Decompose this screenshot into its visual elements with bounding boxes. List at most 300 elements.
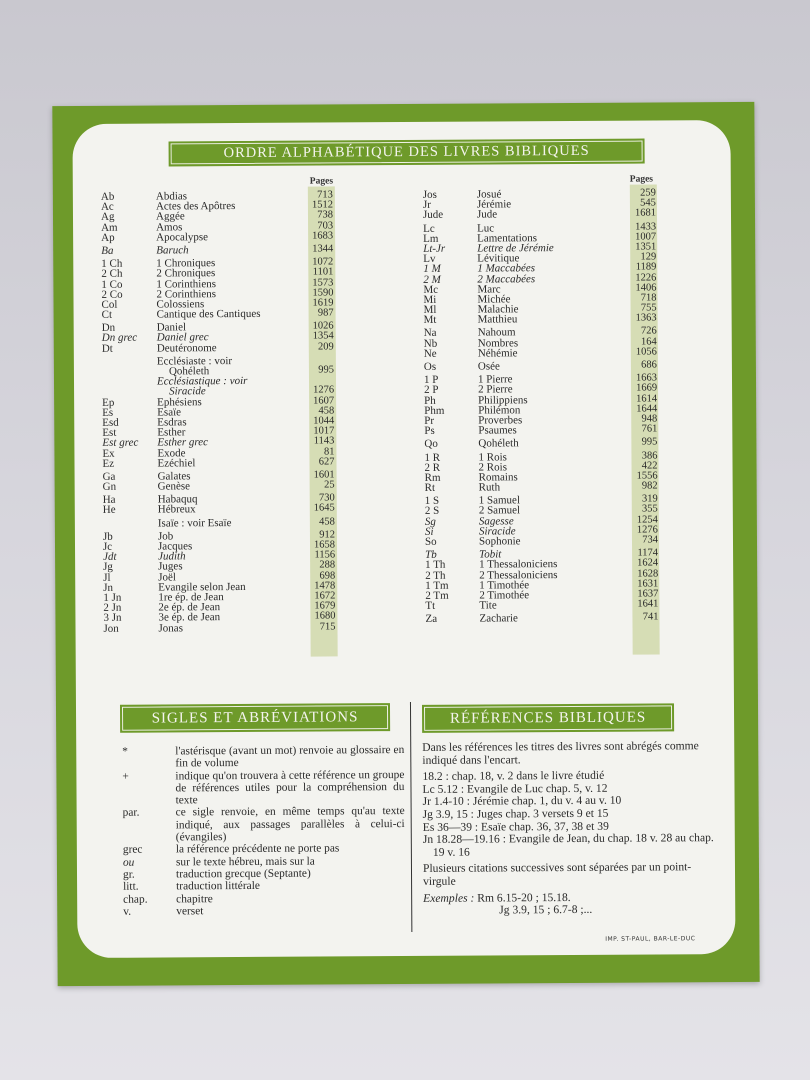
book-abbreviation: Jr: [422, 199, 431, 212]
book-page: 713: [317, 189, 333, 201]
book-abbreviation: Lc: [423, 222, 435, 235]
book-page: 686: [641, 359, 657, 371]
book-abbreviation: 1 Th: [425, 559, 446, 572]
book-abbreviation: Jg: [103, 561, 113, 574]
book-name: Josué: [476, 188, 502, 201]
book-page: 129: [640, 251, 657, 263]
book-page: 288: [319, 559, 336, 571]
book-row: [424, 347, 660, 359]
book-name: Nahoum: [477, 326, 516, 339]
book-name: 2 Maccabées: [477, 272, 536, 286]
book-name: Romains: [478, 471, 518, 484]
references-multi: Plusieurs citations successives sont séparées par un point-virgule: [422, 860, 692, 888]
book-abbreviation: Ag: [100, 211, 115, 224]
book-page: 912: [319, 529, 335, 541]
left-book-list: [101, 190, 340, 633]
book-name: 1 Timothée: [479, 578, 530, 592]
book-page: 1156: [314, 549, 336, 561]
sigle-text: indique qu'on trouvera à cette référence un groupe de références utiles pour la compréhension du texte: [175, 768, 405, 807]
book-row: [424, 425, 660, 437]
book-name: Néhémie: [477, 347, 518, 360]
book-row: [102, 457, 338, 469]
book-name: Lamentations: [477, 231, 538, 245]
book-name: Jonas: [158, 621, 183, 635]
book-page: 715: [319, 620, 336, 633]
book-name: 2e ép. de Jean: [158, 601, 221, 614]
book-abbreviation: Mi: [423, 293, 437, 306]
book-abbreviation: 2 Ch: [101, 268, 123, 281]
book-page: 1354: [312, 330, 334, 343]
book-name: Tite: [479, 599, 497, 612]
book-page: 761: [641, 423, 658, 435]
book-page: 1624: [637, 557, 659, 569]
sigle-symbol: chap.: [123, 893, 148, 906]
sigle-text: sur le texte hébreu, mais sur la: [175, 855, 315, 869]
book-name: Zacharie: [479, 612, 518, 625]
book-name: Daniel grec: [156, 331, 209, 344]
book-abbreviation: Dn grec: [101, 332, 138, 345]
book-page: 1143: [313, 435, 335, 447]
book-page: 1573: [312, 276, 334, 289]
book-page: 948: [641, 413, 658, 425]
book-name: Abdias: [155, 190, 188, 203]
sigle-text: chapitre: [176, 892, 213, 905]
book-abbreviation: 2 M: [423, 273, 441, 286]
book-name: Malachie: [477, 303, 519, 316]
sigles-banner: SIGLES ET ABRÉVIATIONS: [122, 705, 388, 731]
book-page: 741: [642, 611, 659, 623]
book-abbreviation: Rm: [424, 471, 441, 484]
book-page: 319: [641, 493, 658, 505]
book-row: [425, 600, 661, 612]
book-row: [424, 314, 660, 326]
book-abbreviation: Ex: [102, 447, 115, 460]
sigle-row: [123, 805, 405, 844]
book-page: 164: [640, 336, 657, 348]
book-name: Esther grec: [157, 436, 209, 449]
book-row: [423, 209, 659, 221]
book-page: 1254: [636, 514, 658, 526]
references-intro: Dans les références les titres des livres sont abrégés comme indiqué dans l'encart.: [422, 739, 699, 767]
book-name: Jacques: [157, 540, 193, 553]
book-name: Cantique des Cantiques: [156, 307, 261, 321]
book-name: Nombres: [477, 336, 519, 350]
book-abbreviation: Ap: [101, 231, 115, 244]
book-abbreviation: Mc: [423, 283, 439, 296]
book-page: 1607: [313, 394, 335, 407]
book-row: [103, 517, 339, 529]
exemples-label: Exemples :: [423, 891, 475, 905]
book-page: 25: [324, 479, 335, 491]
book-name: 2 Chroniques: [156, 267, 216, 280]
book-page: 1344: [312, 243, 334, 255]
book-page: 1478: [314, 580, 336, 592]
book-abbreviation: Lv: [423, 252, 436, 266]
book-abbreviation: Jl: [103, 571, 111, 584]
right-pages-header: Pages: [629, 174, 654, 185]
book-abbreviation: Os: [423, 360, 437, 373]
book-page: 1663: [635, 372, 658, 384]
book-name: Amos: [156, 220, 183, 234]
sigle-symbol: v.: [123, 905, 132, 918]
book-page: 1680: [314, 610, 336, 622]
book-abbreviation: 1 M: [423, 263, 441, 276]
book-name: Evangile selon Jean: [158, 580, 246, 594]
imprint: IMP. ST-PAUL, BAR-LE-DUC: [605, 935, 696, 943]
book-name: Joël: [158, 570, 176, 584]
book-page: 386: [641, 449, 658, 462]
book-abbreviation: Ne: [423, 347, 437, 360]
book-name: Lettre de Jérémie: [477, 242, 554, 255]
book-name: Osée: [477, 360, 500, 373]
book-page: 355: [642, 503, 658, 515]
book-name: Proverbes: [478, 414, 523, 427]
book-row: [425, 482, 661, 494]
book-page: 1628: [637, 568, 659, 580]
book-name: Habaquq: [157, 493, 198, 506]
sigle-text: traduction grecque (Septante): [175, 867, 311, 881]
book-row: [101, 231, 337, 243]
book-name: 3e ép. de Jean: [158, 611, 221, 624]
book-name: Siracide: [478, 525, 516, 538]
title-banner: ORDRE ALPHABÉTIQUE DES LIVRES BIBLIQUES: [171, 141, 643, 165]
book-abbreviation: Dn: [101, 322, 116, 335]
sigle-text: verset: [176, 905, 204, 918]
book-abbreviation: Phm: [424, 404, 445, 417]
sigle-row: [122, 744, 404, 770]
reference-example: Es 36—39 : Esaïe chap. 36, 37, 38 et 39: [422, 819, 609, 834]
book-abbreviation: 1 Jn: [103, 591, 122, 604]
book-abbreviation: Lm: [423, 232, 439, 245]
book-name: Luc: [477, 222, 495, 235]
book-page: 987: [317, 307, 334, 319]
book-abbreviation: Es: [102, 406, 114, 419]
book-row: [424, 360, 660, 372]
book-page: 1672: [314, 590, 336, 602]
book-abbreviation: Ga: [102, 470, 116, 483]
book-page: 1619: [312, 297, 334, 309]
exemple-1: Rm 6.15-20 ; 15.18.: [477, 890, 571, 905]
book-name: Ruth: [478, 481, 501, 494]
book-row: [103, 504, 339, 516]
book-name: Esaïe: [157, 406, 182, 419]
book-row: [424, 438, 660, 450]
book-page: 703: [317, 220, 334, 232]
book-name: 2 Rois: [478, 461, 508, 474]
book-page: 698: [319, 569, 336, 582]
book-name: Psaumes: [478, 424, 517, 437]
book-name: 1 Thessaloniciens: [479, 558, 558, 571]
book-name: Judith: [158, 550, 186, 563]
book-page: 1017: [313, 425, 335, 437]
book-page: 422: [641, 460, 658, 472]
book-abbreviation: Ph: [424, 394, 436, 407]
book-page: 458: [319, 516, 335, 528]
book-name: 2 Thessaloniciens: [479, 568, 558, 582]
book-name: Ephésiens: [157, 395, 202, 409]
book-name: Deutéronome: [156, 341, 217, 355]
book-abbreviation: Ct: [101, 308, 113, 321]
book-page: 995: [641, 436, 658, 448]
section-divider: [410, 702, 412, 932]
book-abbreviation: Ha: [102, 494, 116, 507]
book-abbreviation: 2 Tm: [425, 589, 449, 602]
book-name: Tobit: [479, 548, 502, 561]
sigle-row: [123, 904, 405, 918]
book-page: 734: [642, 534, 659, 546]
book-abbreviation: Za: [425, 613, 438, 626]
book-abbreviation: Am: [101, 221, 118, 234]
book-page: 1363: [635, 312, 657, 324]
book-name: Ezéchiel: [157, 456, 196, 470]
book-name: Colossiens: [156, 298, 205, 311]
book-abbreviation: 2 S: [424, 505, 440, 518]
book-abbreviation: Ez: [102, 457, 115, 470]
book-abbreviation: Jos: [422, 188, 437, 201]
book-name: Marc: [477, 283, 501, 296]
reference-example: Jr 1.4-10 : Jérémie chap. 1, du v. 4 au v. 10: [422, 794, 622, 809]
card-inner-panel: [72, 120, 735, 958]
right-book-list: [423, 188, 662, 624]
book-page: 1637: [637, 588, 659, 600]
sigle-symbol: gr.: [122, 868, 135, 881]
book-name: Ecclésiastique : voir: [156, 375, 248, 388]
book-abbreviation: Est grec: [102, 436, 139, 450]
book-page: 1072: [312, 256, 334, 268]
book-abbreviation: Qo: [424, 438, 438, 451]
book-page: 81: [323, 445, 335, 457]
book-name: Matthieu: [477, 313, 518, 326]
book-abbreviation: Est: [102, 426, 117, 439]
book-page: 1406: [635, 282, 657, 294]
book-name: 1 Rois: [478, 450, 507, 464]
sigle-symbol: litt.: [123, 880, 139, 894]
book-name: Aggée: [155, 210, 185, 223]
book-page: 1644: [636, 403, 658, 415]
book-abbreviation: 2 Co: [101, 288, 123, 301]
book-row: [102, 342, 338, 354]
book-page: 1658: [313, 539, 336, 551]
reference-example: Lc 5.12 : Evangile de Luc chap. 5, v. 12: [422, 781, 608, 796]
book-page: 726: [640, 325, 657, 337]
book-page: 718: [640, 292, 657, 304]
book-abbreviation: 1 R: [424, 451, 441, 464]
book-abbreviation: Jn: [103, 581, 114, 594]
book-page: 1601: [313, 469, 335, 481]
book-row: [425, 535, 661, 547]
reference-example: 18.2 : chap. 18, v. 2 dans le livre étudié: [422, 768, 605, 784]
book-page: 545: [640, 197, 656, 209]
book-name: 2 Timothée: [479, 589, 530, 602]
book-abbreviation: Col: [101, 298, 118, 311]
book-name: Jérémie: [476, 198, 512, 211]
book-page: 1189: [635, 261, 657, 273]
book-abbreviation: 2 R: [424, 461, 441, 474]
book-name: Exode: [157, 446, 186, 460]
book-name: Philémon: [478, 404, 521, 417]
book-abbreviation: Ml: [423, 303, 437, 316]
book-abbreviation: 1 Co: [101, 278, 123, 291]
book-abbreviation: Mt: [423, 314, 437, 327]
book-name: 1re ép. de Jean: [158, 591, 224, 604]
book-page: 982: [641, 480, 658, 492]
book-abbreviation: Ps: [424, 424, 435, 438]
book-abbreviation: 2 Th: [425, 569, 446, 582]
book-page: 1433: [635, 221, 657, 233]
book-name: Daniel: [156, 321, 187, 334]
book-page: 730: [318, 492, 335, 504]
book-name: 2 Corinthiens: [156, 287, 217, 301]
book-page: 1641: [637, 598, 659, 610]
book-name: Sophonie: [478, 535, 521, 548]
book-page: 1645: [313, 502, 335, 515]
book-abbreviation: Na: [423, 327, 437, 340]
book-name: Isaïe : voir Esaïe: [157, 516, 232, 530]
book-abbreviation: Nb: [423, 337, 438, 350]
sigle-symbol: grec: [122, 843, 143, 857]
book-abbreviation: 1 S: [424, 495, 440, 508]
book-abbreviation: Esd: [102, 416, 119, 429]
sigle-text: traduction littérale: [176, 880, 260, 893]
book-page: 1026: [312, 320, 334, 332]
book-name: Juges: [158, 560, 183, 573]
reference-example: Jg 3.9, 15 : Juges chap. 3 versets 9 et 15: [422, 806, 609, 821]
book-abbreviation: Ab: [100, 190, 115, 203]
book-page: 1056: [635, 346, 657, 358]
book-abbreviation: Jb: [102, 530, 113, 543]
book-page: 995: [318, 364, 334, 376]
book-page: 755: [640, 302, 657, 314]
book-abbreviation: So: [424, 535, 437, 548]
book-name: Actes des Apôtres: [155, 200, 236, 213]
book-abbreviation: 3 Jn: [103, 612, 122, 625]
book-name: 1 Samuel: [478, 494, 521, 507]
sigle-symbol: *: [122, 745, 129, 758]
book-name: Galates: [157, 470, 191, 483]
book-abbreviation: Gn: [102, 480, 117, 493]
book-page: 1226: [635, 271, 657, 284]
book-abbreviation: Ep: [102, 396, 115, 409]
book-name: Genèse: [157, 480, 191, 493]
book-name: Sagesse: [478, 514, 514, 528]
book-name: Esther: [157, 426, 186, 439]
book-page: 1590: [312, 287, 334, 299]
book-page: 1512: [311, 199, 333, 211]
book-abbreviation: 1 P: [423, 373, 439, 387]
book-abbreviation: Jude: [422, 209, 444, 222]
book-name: 2 Pierre: [478, 383, 513, 396]
book-page: 1669: [636, 382, 658, 394]
book-page: 1101: [312, 266, 334, 278]
book-page: 1556: [636, 470, 658, 482]
exemple-2: Jg 3.9, 15 ; 6.7-8 ;...: [499, 902, 593, 917]
book-name: Jude: [476, 208, 498, 221]
book-row: [103, 622, 339, 634]
references-section: [422, 740, 719, 918]
book-page: 1044: [313, 415, 335, 427]
book-abbreviation: Dt: [101, 342, 113, 355]
references-banner: RÉFÉRENCES BIBLIQUES: [424, 705, 672, 731]
book-page: 1614: [636, 393, 658, 405]
book-abbreviation: Sg: [424, 515, 436, 528]
book-page: 1631: [637, 578, 659, 590]
sigles-list: [122, 744, 405, 918]
book-row: [103, 480, 339, 492]
book-abbreviation: 1 Ch: [101, 257, 123, 270]
book-name: Michée: [477, 293, 511, 306]
book-page: 1174: [637, 547, 659, 559]
book-name: Siracide: [169, 385, 206, 398]
book-abbreviation: Ba: [101, 244, 114, 257]
book-page: 1007: [635, 231, 657, 243]
book-abbreviation: 2 Jn: [103, 601, 122, 614]
book-page: 738: [317, 209, 334, 221]
exemples-block: [423, 891, 719, 918]
reference-example: Jn 18.28—19.16 : Evangile de Jean, du chap. 18 v. 28 au chap. 19 v. 16: [422, 831, 714, 859]
book-abbreviation: Lt-Jr: [423, 242, 446, 255]
book-name: 1 Maccabées: [477, 262, 536, 275]
book-row: [102, 308, 338, 320]
book-abbreviation: Pr: [424, 414, 435, 427]
book-page: 1351: [635, 241, 657, 253]
sigle-text: ce sigle renvoie, en même temps qu'au texte indiqué, aux passages parallèles à celui-ci (évangiles): [175, 805, 405, 844]
book-row: [101, 244, 337, 256]
book-page: 1276: [636, 524, 658, 536]
book-name: Philippiens: [478, 393, 528, 407]
book-name: 1 Chroniques: [156, 257, 216, 270]
book-name: Apocalypse: [156, 230, 209, 244]
references-examples: [422, 769, 719, 859]
book-name: Baruch: [156, 244, 189, 257]
book-abbreviation: Rt: [424, 481, 436, 494]
book-page: 1683: [312, 230, 334, 242]
book-name: 2 Samuel: [478, 504, 521, 517]
sigle-text: la référence précédente ne porte pas: [175, 842, 340, 856]
book-page: 209: [318, 341, 334, 353]
book-abbreviation: He: [102, 504, 116, 517]
sigle-symbol: ou: [122, 856, 135, 869]
book-abbreviation: Ac: [100, 200, 114, 214]
book-page: 259: [640, 187, 656, 199]
book-page: 458: [318, 405, 335, 417]
book-abbreviation: Si: [424, 525, 434, 538]
book-abbreviation: 1 Tm: [425, 579, 449, 592]
book-page: 1681: [634, 207, 657, 219]
book-page: 627: [318, 456, 335, 468]
book-name: Job: [157, 530, 174, 543]
book-abbreviation: 2 P: [424, 384, 439, 397]
book-row: [425, 613, 661, 625]
book-page: 1276: [313, 384, 335, 396]
book-name: Ecclésiaste : voir: [156, 354, 233, 368]
book-name: Lévitique: [477, 252, 520, 265]
bible-index-card: [52, 102, 759, 986]
sigle-text: l'astérisque (avant un mot) renvoie au glossaire en fin de volume: [175, 744, 405, 770]
book-name: Hébreux: [157, 503, 196, 516]
book-abbreviation: Jc: [102, 540, 113, 553]
book-abbreviation: Jdt: [103, 550, 117, 564]
book-abbreviation: Jon: [103, 622, 119, 635]
book-name: 1 Pierre: [477, 373, 513, 386]
sigle-row: [122, 769, 404, 808]
book-abbreviation: Tb: [425, 549, 437, 562]
sigle-symbol: par.: [122, 807, 140, 820]
book-name: Qohéleth: [168, 365, 210, 378]
book-abbreviation: Tt: [425, 599, 436, 613]
book-name: Esdras: [157, 416, 187, 429]
left-pages-header: Pages: [309, 176, 334, 187]
sigle-symbol: +: [122, 770, 129, 783]
